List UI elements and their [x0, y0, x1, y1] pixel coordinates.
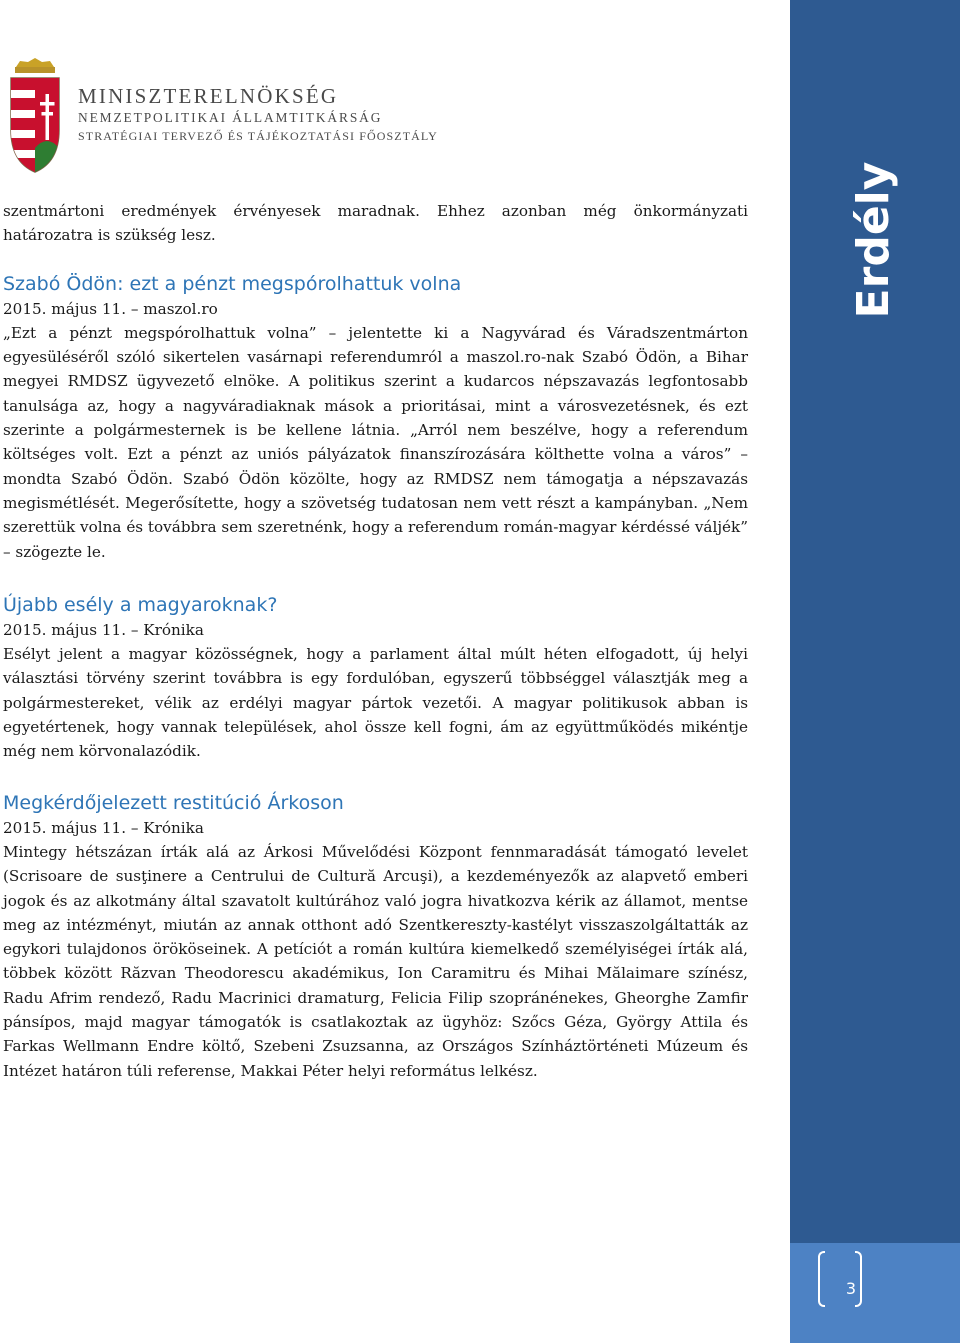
bracket-right-icon — [855, 1251, 862, 1307]
organization-name — [78, 84, 438, 145]
article-body: Mintegy hétszázan írták alá az Árkosi Művelődési Központ fennmaradását támogató levelet (Scrisoare de susţinere a Centrului de Cultură Arcuşi), a kezdeményezők az alapvető emberi jogok és az alkotmány által szavatolt kultúrához való jogra hivatkozva kérik az államot, mentse meg az intézményt, miután az annak otthont adó Szentkereszty-kastélyt visszaszolgáltatták az egykori tulajdonos örököseinek. A petíciót a román kultúra kiemelkedő személyiségei írták alá, többek között Răzvan Theodorescu akadémikus, Ion Caramitru és Mihai Mălaimare színész, Radu Afrim rendező, Radu Macrinici dramaturg, Felicia Filip szopránénekes, Gheorghe Zamfir pánsípos, majd magyar támogatók is csatlakoztak az ügyhöz: Szőcs Géza, György Attila és Farkas Wellmann Endre költő, Szebeni Zsuzsanna, az Országos Színháztörténeti Múzeum és Intézet határon túli referense, Makkai Péter helyi református lelkész. — [3, 842, 748, 1080]
article-title: Újabb esély a magyaroknak? — [3, 593, 278, 616]
page-number-box — [790, 1243, 960, 1343]
hungarian-coat-of-arms-icon — [6, 56, 64, 174]
intro-paragraph: szentmártoni eredmények érvényesek maradnak. Ehhez azonban még önkormányzati határozatra is szükség lesz. — [3, 202, 748, 245]
article-title: Megkérdőjelezett restitúció Árkoson — [3, 791, 344, 814]
main-content — [3, 199, 748, 1083]
article-body: „Ezt a pénzt megspórolhattuk volna” – jelentette ki a Nagyvárad és Váradszentmárton egyesüléséről szóló sikertelen vasárnapi referendumról a maszol.ro-nak Szabó Ödön, a Bihar megyei RMDSZ ügyvezető elnöke. A politikus szerint a kudarcos népszavazás legfontosabb tanulsága az, hogy a nagyváradiaknak mások a prioritásai, mint a városvezetésnek, és ezt szerinte a polgármesternek is be kellene látnia. „Arról nem beszélve, hogy a referendum költséges volt. Ezt a pénzt az uniós pályázatok finanszírozására költhette volna a város” – mondta Szabó Ödön. Szabó Ödön közölte, hogy az RMDSZ nem támogatja a népszavazás megismétlését. Megerősítette, hogy a szövetség tudatosan nem vett részt a kampányban. „Nem szerettük volna és továbbra sem szeretnénk, hogy a referendum román-magyar kérdéssé váljék” – szögezte le. — [3, 323, 748, 561]
org-title: MINISZTERELNÖKSÉG — [78, 84, 339, 108]
article-meta: 2015. május 11. – maszol.ro — [3, 299, 218, 318]
bracket-left-icon — [818, 1251, 825, 1307]
org-department: STRATÉGIAI TERVEZŐ ÉS TÁJÉKOZTATÁSI FŐOSZTÁLY — [78, 129, 438, 143]
org-subtitle: NEMZETPOLITIKAI ÁLLAMTITKÁRSÁG — [78, 110, 383, 125]
page-header — [0, 50, 790, 180]
article-title: Szabó Ödön: ezt a pénzt megspórolhattuk volna — [3, 272, 462, 295]
article-meta: 2015. május 11. – Krónika — [3, 818, 204, 837]
section-label-text: Erdély — [848, 161, 899, 319]
section-label — [838, 145, 908, 335]
article-meta: 2015. május 11. – Krónika — [3, 620, 204, 639]
page-number: 3 — [845, 1279, 857, 1298]
article-body: Esélyt jelent a magyar közösségnek, hogy a parlament által múlt héten elfogadott, új helyi választási törvény szerint továbbra is egy fordulóban, egyszerű többséggel választják meg a polgármestereket, vélik az erdélyi magyar pártok vezetői. A magyar politikusok abban is egyetértenek, hogy vannak települések, ahol össze kell fogni, ám az együttműködés mikéntje még nem körvonalazódik. — [3, 645, 748, 761]
